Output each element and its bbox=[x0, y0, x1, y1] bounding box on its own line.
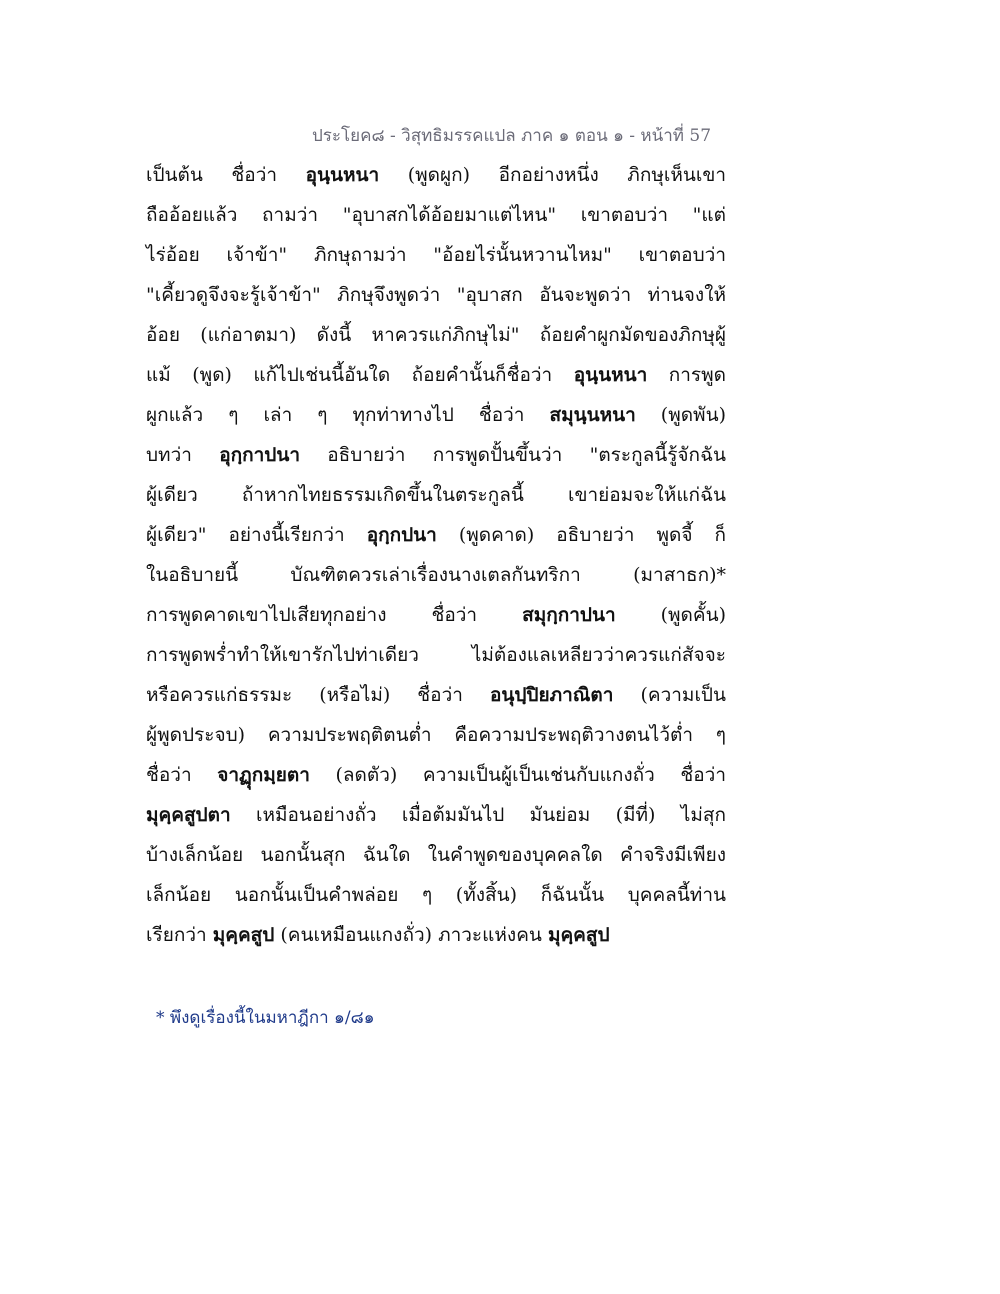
text-line bbox=[146, 160, 726, 200]
page-header: ประโยค๘ - วิสุทธิมรรคแปล ภาค ๑ ตอน ๑ - หน้าที่ 57 bbox=[312, 126, 712, 146]
text-line bbox=[146, 240, 726, 280]
text-line bbox=[146, 680, 726, 720]
text-segment: บ้างเล็กน้อย นอกนั้นสุก ฉันใด ในคำพูดของบุคคลใด คำจริงมีเพียง bbox=[146, 844, 726, 866]
text-line bbox=[146, 320, 726, 360]
text-line bbox=[146, 400, 726, 440]
text-segment: ผู้พูดประจบ) ความประพฤติตนต่ำ คือความประพฤติวางตนไว้ต่ำ ๆ bbox=[146, 724, 726, 746]
pali-term: มุคฺคสูป bbox=[212, 924, 275, 946]
text-line bbox=[146, 720, 726, 760]
text-segment: (ความเป็น bbox=[613, 684, 726, 706]
text-line bbox=[146, 760, 726, 800]
footnote: * พึงดูเรื่องนี้ในมหาฎีกา ๑/๘๑ bbox=[156, 1008, 375, 1028]
text-segment: การพูดพร่ำทำให้เขารักไปท่าเดียว ไม่ต้องแลเหลียวว่าควรแก่สัจจะ bbox=[146, 644, 726, 666]
pali-term: สมุนฺนหนา bbox=[549, 404, 636, 426]
text-segment: (พูดพัน) bbox=[635, 404, 726, 426]
text-line bbox=[146, 640, 726, 680]
body-text bbox=[146, 160, 726, 960]
text-segment: อธิบายว่า การพูดปั้นขึ้นว่า "ตระกูลนี้รู้จักฉัน bbox=[300, 444, 726, 466]
text-line bbox=[146, 360, 726, 400]
text-segment: ผู้เดียว" อย่างนี้เรียกว่า bbox=[146, 524, 367, 546]
text-segment: (คนเหมือนแกงถั่ว) ภาวะแห่งคน bbox=[274, 924, 548, 946]
text-line bbox=[146, 560, 726, 600]
text-line bbox=[146, 280, 726, 320]
text-segment: ชื่อว่า bbox=[146, 764, 218, 786]
text-line bbox=[146, 520, 726, 560]
pali-term: อุกฺกปนา bbox=[366, 524, 437, 546]
text-segment: ไร่อ้อย เจ้าข้า" ภิกษุถามว่า "อ้อยไร่นั้นหวานไหม" เขาตอบว่า bbox=[146, 244, 726, 266]
text-segment: แม้ (พูด) แก้ไปเช่นนี้อันใด ถ้อยคำนั้นก็ชื่อว่า bbox=[146, 364, 574, 386]
text-segment: ผู้เดียว ถ้าหากไทยธรรมเกิดขึ้นในตระกูลนี้ เขาย่อมจะให้แก่ฉัน bbox=[146, 484, 726, 506]
text-segment: หรือควรแก่ธรรมะ (หรือไม่) ชื่อว่า bbox=[146, 684, 490, 706]
text-line bbox=[146, 880, 726, 920]
text-line bbox=[146, 480, 726, 520]
text-segment: ถืออ้อยแล้ว ถามว่า "อุบาสกได้อ้อยมาแต่ไหน" เขาตอบว่า "แต่ bbox=[146, 204, 726, 226]
text-segment: การพูดคาดเขาไปเสียทุกอย่าง ชื่อว่า bbox=[146, 604, 523, 626]
text-segment: การพูด bbox=[647, 364, 727, 386]
text-line bbox=[146, 920, 726, 960]
text-segment: อ้อย (แก่อาตมา) ดังนี้ หาควรแก่ภิกษุไม่" ถ้อยคำผูกมัดของภิกษุผู้ bbox=[146, 324, 726, 346]
pali-term: อุกฺกาปนา bbox=[219, 444, 300, 466]
pali-term: สมุกฺกาปนา bbox=[522, 604, 616, 626]
pali-term: อนุปฺปิยภาณิตา bbox=[489, 684, 614, 706]
text-line bbox=[146, 800, 726, 840]
text-segment: เหมือนอย่างถั่ว เมื่อต้มมันไป มันย่อม (มีที่) ไม่สุก bbox=[230, 804, 726, 826]
pali-term: อุนฺนหนา bbox=[573, 364, 648, 386]
text-segment: "เคี้ยวดูจึงจะรู้เจ้าข้า" ภิกษุจึงพูดว่า "อุบาสก อันจะพูดว่า ท่านจงให้ bbox=[146, 284, 726, 306]
pali-term: มุคฺคสูป bbox=[547, 924, 610, 946]
pali-term: จาฏุกมฺยตา bbox=[217, 764, 310, 786]
text-line bbox=[146, 840, 726, 880]
text-segment: (พูดคั้น) bbox=[615, 604, 726, 626]
text-segment: เรียกว่า bbox=[146, 924, 213, 946]
text-segment: เป็นต้น ชื่อว่า bbox=[146, 164, 306, 186]
text-line bbox=[146, 600, 726, 640]
text-segment: ผูกแล้ว ๆ เล่า ๆ ทุกท่าทางไป ชื่อว่า bbox=[146, 404, 550, 426]
text-segment: (พูดคาด) อธิบายว่า พูดจี้ ก็ bbox=[436, 524, 726, 546]
text-segment: (พูดผูก) อีกอย่างหนึ่ง ภิกษุเห็นเขา bbox=[379, 164, 727, 186]
text-segment: ในอธิบายนี้ บัณฑิตควรเล่าเรื่องนางเตลกันทริกา (มาสาธก)* bbox=[146, 564, 726, 586]
text-line bbox=[146, 440, 726, 480]
text-segment: บทว่า bbox=[146, 444, 220, 466]
text-segment: (ลดตัว) ความเป็นผู้เป็นเช่นกับแกงถั่ว ชื่อว่า bbox=[309, 764, 726, 786]
text-line bbox=[146, 200, 726, 240]
pali-term: มุคฺคสูปตา bbox=[146, 804, 231, 826]
pali-term: อุนฺนหนา bbox=[305, 164, 380, 186]
text-segment: เล็กน้อย นอกนั้นเป็นคำพล่อย ๆ (ทั้งสิ้น) ก็ฉันนั้น บุคคลนี้ท่าน bbox=[146, 884, 726, 906]
